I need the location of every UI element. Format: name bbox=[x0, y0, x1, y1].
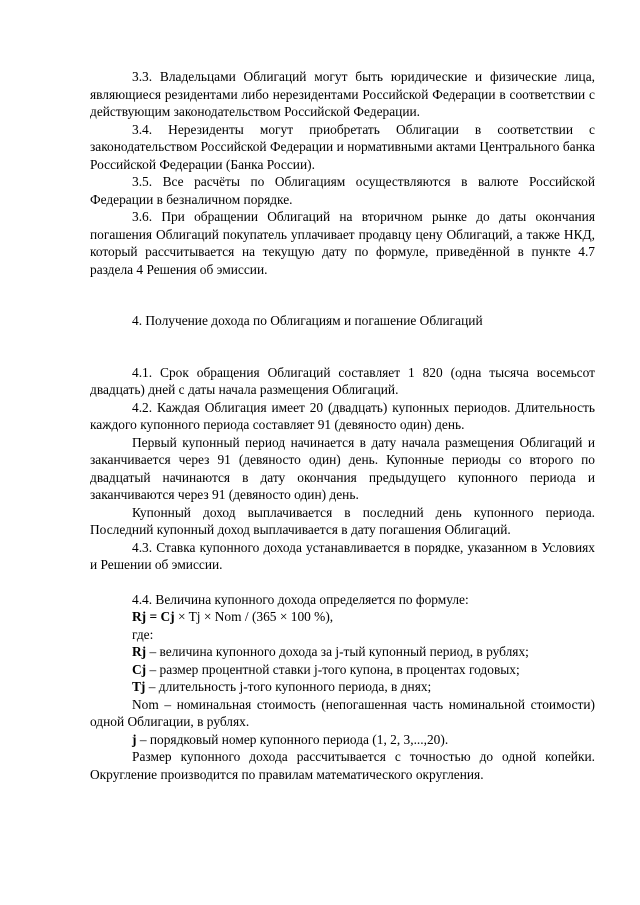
paragraph-spacer bbox=[90, 574, 595, 591]
formula-term-rj: Rj bbox=[132, 609, 147, 624]
definition-text-rj: – величина купонного дохода за j-тый купонный период, в рублях; bbox=[146, 644, 529, 659]
paragraph-3-5: 3.5. Все расчёты по Облигациям осуществляются в валюте Российской Федерации в безналичном порядке. bbox=[90, 174, 595, 207]
definition-cj bbox=[90, 661, 595, 679]
paragraph-3-6: 3.6. При обращении Облигаций на вторичном рынке до даты окончания погашения Облигаций покупатель уплачивает продавцу цену Облигаций, а также НКД, который рассчитывается на текущую дату по формуле, приведённой в пункте 4.7 раздела 4 Решения об эмиссии. bbox=[90, 209, 595, 277]
paragraph-coupon-payment: Купонный доход выплачивается в последний день купонного периода. Последний купонный доход выплачивается в дату погашения Облигаций. bbox=[90, 504, 595, 537]
section-spacer bbox=[90, 330, 595, 364]
definition-text-cj: – размер процентной ставки j-того купона, в процентах годовых; bbox=[146, 661, 520, 677]
definition-rj bbox=[90, 643, 595, 661]
paragraph-3-3: 3.3. Владельцами Облигаций могут быть юридические и физические лица, являющиеся резидентами либо нерезидентами Российской Федерации в соответствии с действующим законодательством Российской Федерации. bbox=[90, 69, 595, 119]
formula-rest: × Tj × Nom / (365 × 100 %), bbox=[174, 609, 334, 624]
document-body bbox=[90, 68, 595, 783]
paragraph-4-2: 4.2. Каждая Облигация имеет 20 (двадцать) купонных периодов. Длительность каждого купонного периода составляет 91 (девяносто один) день. bbox=[90, 399, 595, 432]
definition-text-tj: – длительность j-того купонного периода, в днях; bbox=[145, 679, 432, 694]
definition-text-j: – порядковый номер купонного периода (1, 2, 3,...,20). bbox=[136, 731, 449, 747]
formula-equals: = bbox=[146, 609, 161, 624]
paragraph-4-3: 4.3. Ставка купонного дохода устанавливается в порядке, указанном в Условиях и Решении об эмиссии. bbox=[90, 539, 595, 572]
formula-where: где: bbox=[132, 626, 154, 642]
paragraph-4-1: 4.1. Срок обращения Облигаций составляет 1 820 (одна тысяча восемьсот двадцать) дней с даты начала размещения Облигаций. bbox=[90, 364, 595, 397]
definition-term-tj: Tj bbox=[132, 679, 146, 694]
section-4-heading: 4. Получение дохода по Облигациям и погашение Облигаций bbox=[132, 313, 483, 328]
paragraph-4-4: 4.4. Величина купонного дохода определяется по формуле: bbox=[132, 591, 469, 607]
definition-j bbox=[90, 731, 595, 749]
definition-nom: Nom – номинальная стоимость (непогашенная часть номинальной стоимости) одной Облигации, в рублях. bbox=[90, 696, 595, 729]
formula-term-cj: Cj bbox=[160, 609, 175, 624]
paragraph-first-coupon-period: Первый купонный период начинается в дату начала размещения Облигаций и заканчивается через 91 (девяносто один) день. Купонные периоды со второго по двадцатый начинаются в дату окончания предыдущего купонного периода и заканчиваются через 91 (девяносто один) день. bbox=[90, 434, 595, 502]
paragraph-rounding: Размер купонного дохода рассчитывается с точностью до одной копейки. Округление производится по правилам математического округления. bbox=[90, 749, 595, 782]
coupon-formula bbox=[90, 608, 595, 626]
definition-tj bbox=[90, 678, 595, 696]
section-spacer bbox=[90, 278, 595, 312]
definition-term-cj: Cj bbox=[132, 661, 147, 677]
definition-term-j: j bbox=[132, 731, 137, 747]
paragraph-3-4: 3.4. Нерезиденты могут приобретать Облигации в соответствии с законодательством Российской Федерации и нормативными актами Центрального банка Российской Федерации (Банка России). bbox=[90, 121, 595, 172]
definition-term-rj: Rj bbox=[132, 644, 147, 659]
